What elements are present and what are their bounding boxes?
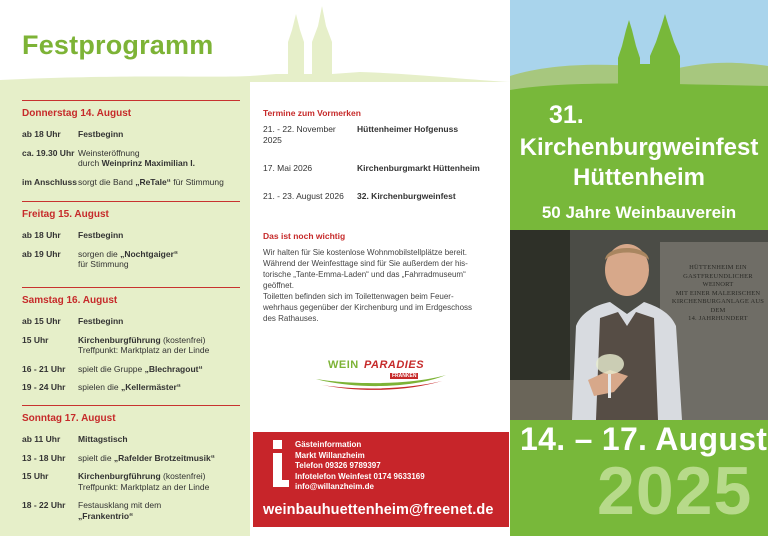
termine-heading: Termine zum Vormerken: [263, 108, 361, 118]
divider: [22, 201, 240, 202]
church-hills-illustration: [510, 0, 768, 104]
logo-paradies: PARADIES: [364, 359, 425, 371]
edition-number: 31.: [549, 101, 584, 129]
anniversary-subtitle: 50 Jahre Weinbauverein: [541, 203, 737, 222]
divider: [22, 287, 240, 288]
event-row: 18 - 22 Uhr Festausklang mit dem „Frankentrio“: [22, 500, 162, 521]
photo-illustration: [510, 230, 768, 420]
day-thursday: [22, 108, 240, 195]
info-email-link[interactable]: info@willanzheim.de: [295, 482, 374, 491]
note-line: torische „Tante-Emma-Laden“ und das „Fahrradmuseum“: [263, 270, 466, 279]
day-saturday: [22, 295, 240, 401]
event-row: im Anschluss sorgt die Band „ReTale“ für Stimmung: [22, 176, 224, 187]
plaque-line: MIT EINER MALERISCHEN: [675, 289, 761, 297]
notes-section: [263, 231, 503, 324]
festival-dates: 14. – 17. August: [520, 421, 768, 457]
termin-row: 21. - 23. August 2026 32. Kirchenburgweinfest: [263, 191, 456, 201]
weinparadies-logo: [312, 355, 452, 395]
event-row: 13 - 18 Uhr spielt die „Rafelder Brotzeitmusik“: [22, 452, 216, 463]
festival-place: Hüttenheim: [573, 164, 705, 191]
info-line: Gästeinformation: [295, 440, 362, 449]
termin-row: 21. - 22. November 2025 Hüttenheimer Hofgenuss: [263, 124, 459, 145]
info-lines: [295, 440, 425, 493]
note-line: Während der Weinfesttage sind für Sie außerdem der his-: [263, 259, 468, 268]
logo-franken: FRANKEN: [392, 373, 417, 379]
event-row: ab 15 Uhr Festbeginn: [22, 316, 124, 326]
termine-section: [263, 108, 503, 219]
termin-row: 17. Mai 2026 Kirchenburgmarkt Hüttenheim: [263, 163, 480, 173]
logo-wein: WEIN: [328, 359, 359, 371]
plaque-line: KIRCHENBURGANLAGE AUS DEM: [671, 298, 765, 314]
day-heading: Freitag 15. August: [22, 209, 109, 220]
event-row: 19 - 24 Uhr spielen die „Kellermäster“: [22, 382, 182, 392]
event-row: ab 18 Uhr Festbeginn: [22, 129, 124, 139]
plaque-line: 14. JAHRHUNDERT: [688, 315, 748, 322]
divider: [22, 405, 240, 406]
info-line: Markt Willanzheim: [295, 450, 365, 460]
event-row: 16 - 21 Uhr spielt die Gruppe „Blechragout“: [22, 363, 203, 374]
plaque-line: GASTFREUNDLICHER WEINORT: [683, 272, 753, 288]
info-box: [253, 432, 509, 527]
program-title: Festprogramm: [22, 30, 214, 60]
day-sunday: [22, 413, 240, 529]
info-line: Telefon 09326 9789397: [295, 461, 381, 470]
note-line: des Rathauses.: [263, 314, 319, 323]
divider: [22, 100, 240, 101]
event-row: ab 11 Uhr Mittagstisch: [22, 434, 128, 444]
notes-heading: Das ist noch wichtig: [263, 231, 346, 241]
day-friday: [22, 209, 240, 278]
day-heading: Sonntag 17. August: [22, 413, 116, 424]
event-row: 15 Uhr Kirchenburgführung (kostenfrei) Treffpunkt: Marktplatz an der Linde: [22, 471, 210, 492]
event-row: 15 Uhr Kirchenburgführung (kostenfrei) Treffpunkt: Marktplatz an der Linde: [22, 334, 210, 355]
festival-year: 2025: [597, 453, 753, 529]
day-heading: Donnerstag 14. August: [22, 108, 132, 119]
day-heading: Samstag 16. August: [22, 295, 118, 306]
note-line: Wir halten für Sie kostenlose Wohnmobilstellplätze bereit.: [263, 248, 467, 257]
event-row: ab 19 Uhr sorgen die „Nochtgaiger“ für Stimmung: [22, 248, 179, 269]
winemaker-photo: [510, 230, 768, 420]
stone-plaque: [670, 264, 766, 324]
contact-email-link[interactable]: weinbauhuettenheim@freenet.de: [263, 502, 494, 518]
note-line: geöffnet.: [263, 281, 294, 290]
info-icon: [267, 440, 289, 488]
festival-name: Kirchenburgweinfest: [519, 134, 759, 161]
note-line: Toiletten befinden sich im Toilettenwagen beim Feuer-: [263, 292, 454, 301]
plaque-line: HÜTTENHEIM EIN: [689, 264, 747, 271]
note-line: wehrhaus gegenüber der Kirchenburg und im Erdgeschoss: [263, 303, 473, 312]
event-row: ab 18 Uhr Festbeginn: [22, 230, 124, 240]
info-line: Infotelefon Weinfest 0174 9633169: [295, 471, 425, 481]
event-row: ca. 19.30 Uhr Weinsteröffnung durch Weinprinz Maximilian I.: [22, 147, 195, 168]
